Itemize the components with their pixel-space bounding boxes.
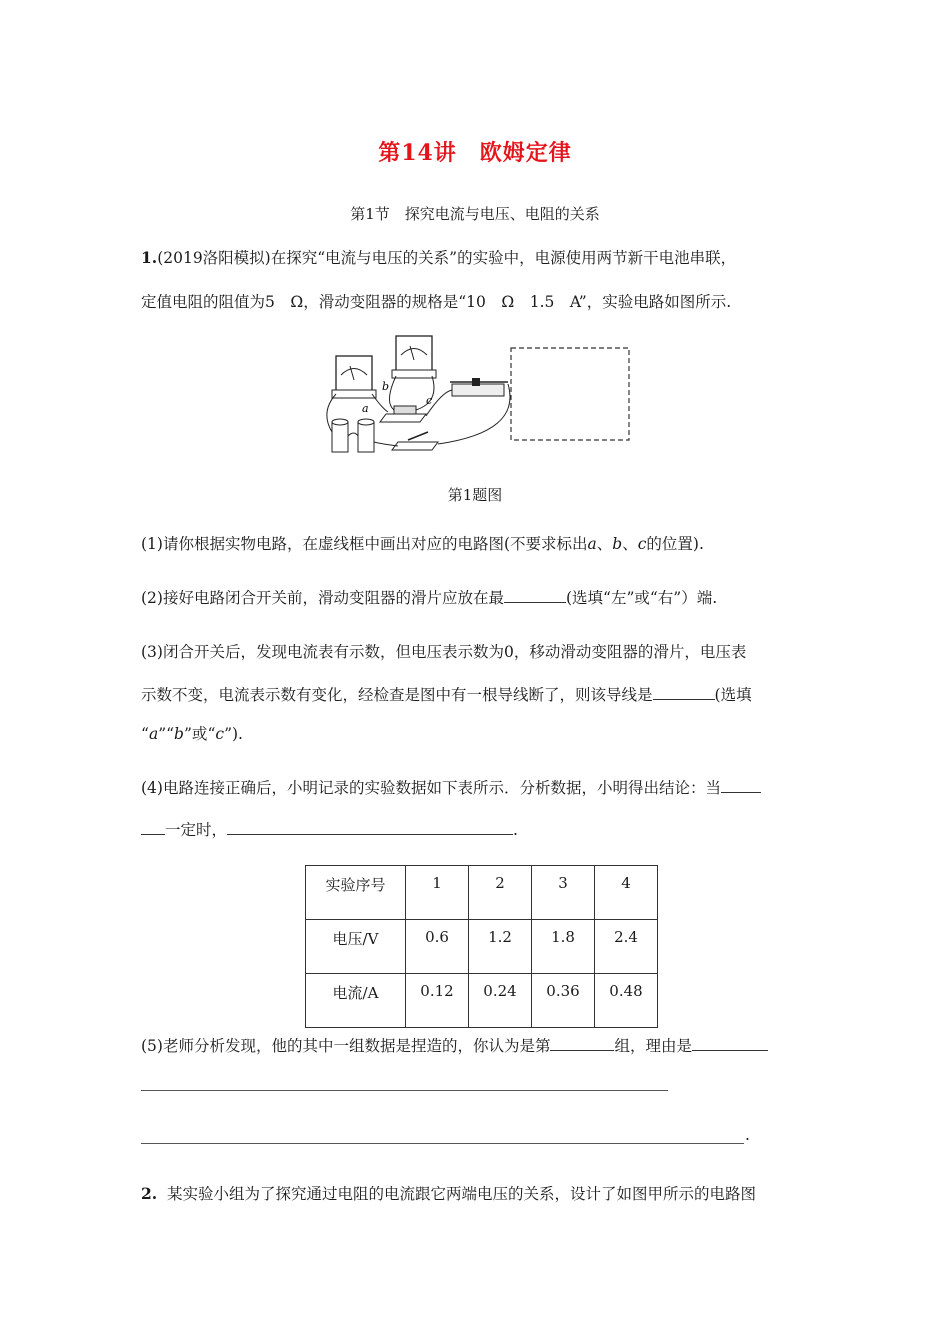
answer-blank-2[interactable] [504, 588, 566, 603]
q1-part5: (5)老师分析发现，他的其中一组数据是捏造的，你认为是第 组，理由是 [141, 1034, 768, 1056]
q1-number: 1. [141, 248, 158, 267]
table-row: 电压/V 0.6 1.2 1.8 2.4 [306, 920, 658, 974]
answer-blank-5b[interactable] [692, 1036, 768, 1051]
q1-part4-line2: 一定时， . [141, 818, 518, 840]
answer-blank-5a[interactable] [550, 1036, 614, 1051]
voltmeter [392, 336, 436, 378]
table-row: 实验序号 1 2 3 4 [306, 866, 658, 920]
answer-blank-3[interactable] [653, 685, 715, 700]
answer-blank-4a[interactable] [721, 778, 761, 793]
var-c: c [637, 535, 647, 553]
table-row: 电流/A 0.12 0.24 0.36 0.48 [306, 974, 658, 1028]
figure-caption: 第1题图 [447, 486, 503, 504]
rheostat [450, 378, 508, 396]
q1-part1: (1)请你根据实物电路，在虚线框中画出对应的电路图(不要求标出a、b、c的位置). [141, 535, 704, 553]
q1-part3-line3: “a”“b”或“c”). [141, 725, 243, 743]
q1-line1: 1.(2019洛阳模拟)在探究“电流与电压的关系”的实验中，电源使用两节新干电池串联， [141, 248, 737, 267]
q1-part2: (2)接好电路闭合开关前，滑动变阻器的滑片应放在最 (选填“左”或“右”）端. [141, 589, 718, 607]
page-title: 第14讲 欧姆定律 [378, 140, 572, 166]
q1-part4-line1: (4)电路连接正确后，小明记录的实验数据如下表所示．分析数据，小明得出结论：当 [141, 776, 761, 798]
q1-line2: 定值电阻的阻值为5 Ω，滑动变阻器的规格是“10 Ω 1.5 A”，实验电路如图所示. [141, 293, 732, 311]
switch [392, 432, 438, 450]
q2-number: 2. [141, 1184, 158, 1203]
answer-line-5c[interactable] [141, 1090, 668, 1091]
var-a: a [587, 535, 597, 553]
batteries [332, 419, 374, 452]
section-heading: 第1节 探究电流与电压、电阻的关系 [350, 205, 600, 223]
label-a: a [362, 402, 369, 415]
label-b: b [382, 380, 390, 393]
answer-line-5d[interactable] [141, 1143, 744, 1144]
circuit-figure [322, 332, 634, 458]
label-c: c [426, 394, 433, 407]
answer-blank-4b[interactable] [227, 820, 513, 835]
ammeter [332, 356, 376, 398]
q2-line1: 2. 某实验小组为了探究通过电阻的电流跟它两端电压的关系，设计了如图甲所示的电路图 [141, 1184, 757, 1203]
var-b: b [612, 535, 623, 553]
q1-part3-line1: (3)闭合开关后，发现电流表有示数，但电压表示数为0，移动滑动变阻器的滑片，电压表 [141, 643, 747, 661]
data-table [305, 865, 658, 1028]
q1-part3-line2: 示数不变，电流表示数有变化，经检查是图中有一根导线断了，则该导线是 (选填 [141, 686, 752, 704]
period: . [745, 1126, 750, 1144]
answer-box [511, 348, 629, 440]
